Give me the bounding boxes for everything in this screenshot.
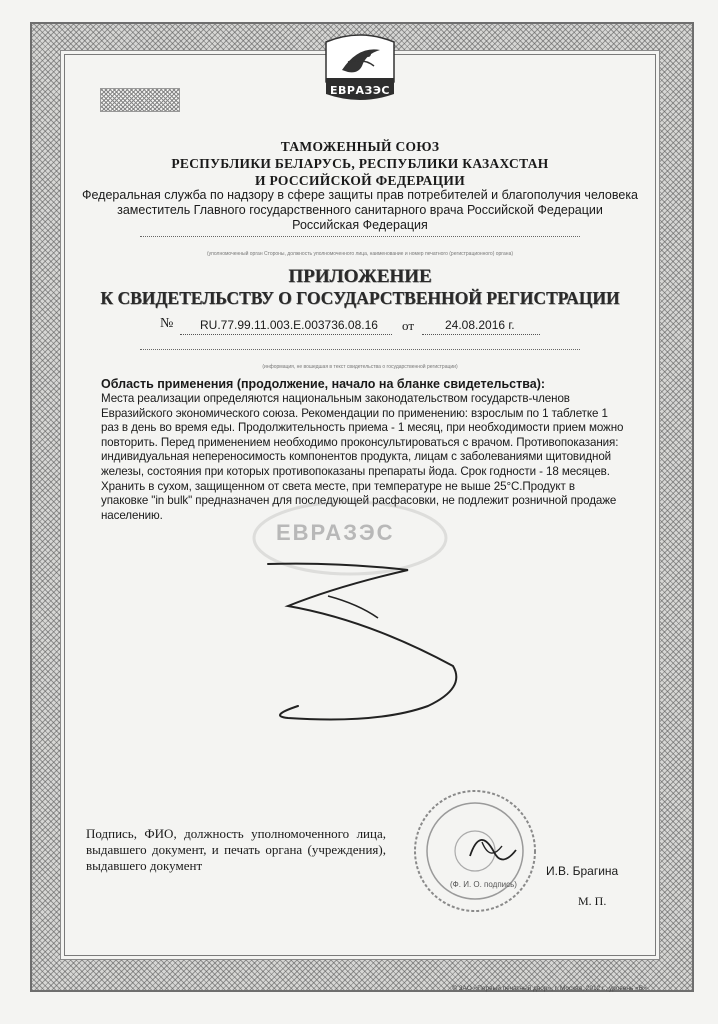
- content-line: Евразийского экономического союза. Рекомендации по применению: взрослым по 1 таблетке 1: [101, 406, 608, 420]
- evrazes-emblem: [318, 32, 402, 108]
- official-seal: [410, 786, 540, 916]
- signer-name: И.В. Брагина: [546, 864, 619, 878]
- agency-line-1: Федеральная служба по надзору в сфере защиты прав потребителей и благополучия человека: [81, 188, 639, 202]
- info-underline: [140, 349, 580, 350]
- handwritten-signature: [228, 556, 478, 726]
- security-hatch-pattern: [100, 88, 180, 112]
- content-line: Места реализации определяются национальным законодательством государств-членов: [101, 392, 570, 405]
- date-underline: [422, 334, 540, 335]
- seal-place-label: М. П.: [578, 894, 607, 908]
- content-line: индивидуальная непереносимость компонентов продукта, лицам с заболеваниями щитовидной: [101, 450, 612, 464]
- union-line-2: РЕСПУБЛИКИ БЕЛАРУСЬ, РЕСПУБЛИКИ КАЗАХСТАН: [171, 156, 549, 171]
- authority-underline: [140, 236, 580, 237]
- agency-line-3: Российская Федерация: [292, 218, 428, 232]
- number-underline: [180, 334, 392, 335]
- authority-caption: (уполномоченный орган Стороны, должность уполномоченного лица, наименование и номер печатного (регистрационного) органа): [206, 251, 514, 257]
- printer-footer: © ЗАО «Первый печатный двор», г. Москва, 2012 г., уровень «В»: [452, 985, 647, 992]
- emblem-text: ЕВРАЗЭС: [330, 84, 390, 97]
- number-label: №: [160, 316, 174, 331]
- agency-line-2: заместитель Главного государственного санитарного врача Российской Федерации: [117, 203, 603, 217]
- signer-caption: (Ф. И. О. подпись): [450, 880, 517, 889]
- content-line: Хранить в сухом, защищенном от света месте, при температуре не выше 25°С.Продукт в: [101, 479, 575, 493]
- title-line-1: ПРИЛОЖЕНИЕ: [288, 266, 432, 287]
- content-line: железы, состояния при которых противопоказаны препараты йода. Срок годности - 18 месяцев.: [101, 464, 610, 478]
- content-line: повторить. Перед применением необходимо проконсультироваться с врачом. Противопоказания:: [101, 435, 619, 449]
- content-line: населению.: [101, 508, 163, 522]
- title-line-2: К СВИДЕТЕЛЬСТВУ О ГОСУДАРСТВЕННОЙ РЕГИСТРАЦИИ: [100, 288, 620, 308]
- content-line: упаковке "in bulk" предназначен для последующей расфасовки, не подлежит розничной продаже: [101, 494, 617, 508]
- union-line-3: И РОССИЙСКОЙ ФЕДЕРАЦИИ: [254, 173, 466, 188]
- registration-date: 24.08.2016 г.: [445, 318, 515, 332]
- union-line-1: ТАМОЖЕННЫЙ СОЮЗ: [280, 139, 440, 154]
- registration-line: [150, 318, 570, 336]
- watermark-text: ЕВРАЗЭС: [276, 520, 395, 545]
- content-line: раз в день во время еды. Продолжительность приема - 1 месяц, при необходимости прием можно: [101, 421, 624, 435]
- info-caption: (информация, не вошедшая в текст свидетельства о государственной регистрации): [262, 364, 458, 370]
- registration-number: RU.77.99.11.003.E.003736.08.16: [200, 318, 378, 332]
- signature-label: Подпись, ФИО, должность уполномоченного лица, выдавшего документ, и печать органа (учреждения), выдавшего документ: [86, 826, 386, 873]
- date-label: от: [402, 318, 415, 333]
- section-title: Область применения (продолжение, начало на бланке свидетельства):: [101, 377, 546, 391]
